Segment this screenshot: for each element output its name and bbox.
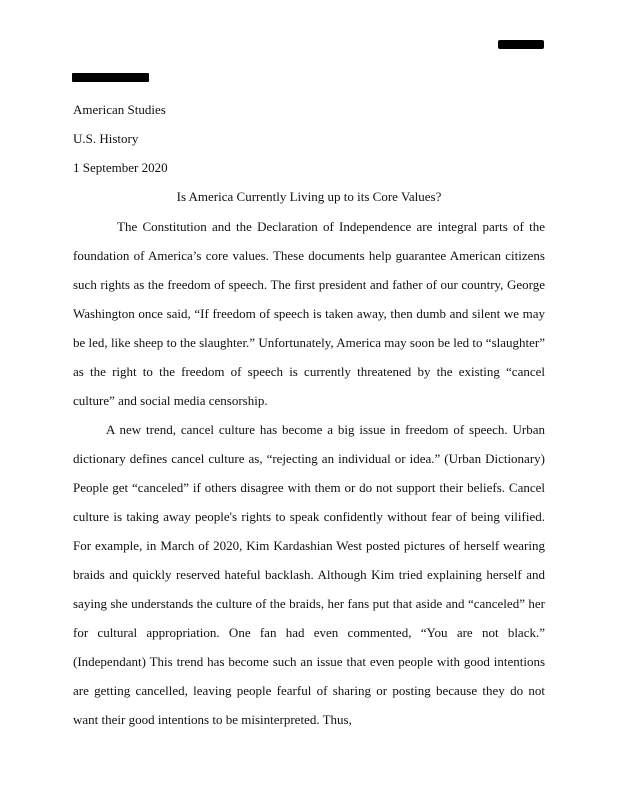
- essay-title: Is America Currently Living up to its Core Values?: [176, 189, 442, 204]
- header-class: U.S. History: [73, 131, 139, 146]
- redaction-bar-name: [72, 73, 149, 82]
- paragraph-cancel-culture: A new trend, cancel culture has become a big issue in freedom of speech. Urban dictionary defines cancel culture as, “rejecting an individual or idea.” (Urban Dictionary) People get “canceled” if others disagree with them or do not support their beliefs. Cancel culture is taking away people's rights to speak confidently without fear of being vilified. For example, in March of 2020, Kim Kardashian West posted pictures of herself wearing braids and quickly reserved hateful backlash. Although Kim tried explaining herself and saying she understands the culture of the braids, her fans put that aside and “canceled” her for cultural appropriation. One fan had even commented, “You are not black.” (Independant) This trend has become such an issue that even people with good intentions are getting cancelled, leaving people fearful of sharing or posting because they do not want their good intentions to be misinterpreted. Thus,: [73, 422, 545, 727]
- header-course: American Studies: [73, 102, 166, 117]
- paragraph-intro: The Constitution and the Declaration of Independence are integral parts of the foundation of America’s core values. These documents help guarantee American citizens such rights as the freedom of speech. The first president and father of our country, George Washington once said, “If freedom of speech is taken away, then dumb and silent we may be led, like sheep to the slaughter.” Unfortunately, America may soon be led to “slaughter” as the right to the freedom of speech is currently threatened by the existing “cancel culture” and social media censorship.: [73, 219, 545, 408]
- redaction-bar-top: [498, 40, 544, 49]
- header-date: 1 September 2020: [73, 160, 168, 175]
- essay-body: [73, 212, 545, 734]
